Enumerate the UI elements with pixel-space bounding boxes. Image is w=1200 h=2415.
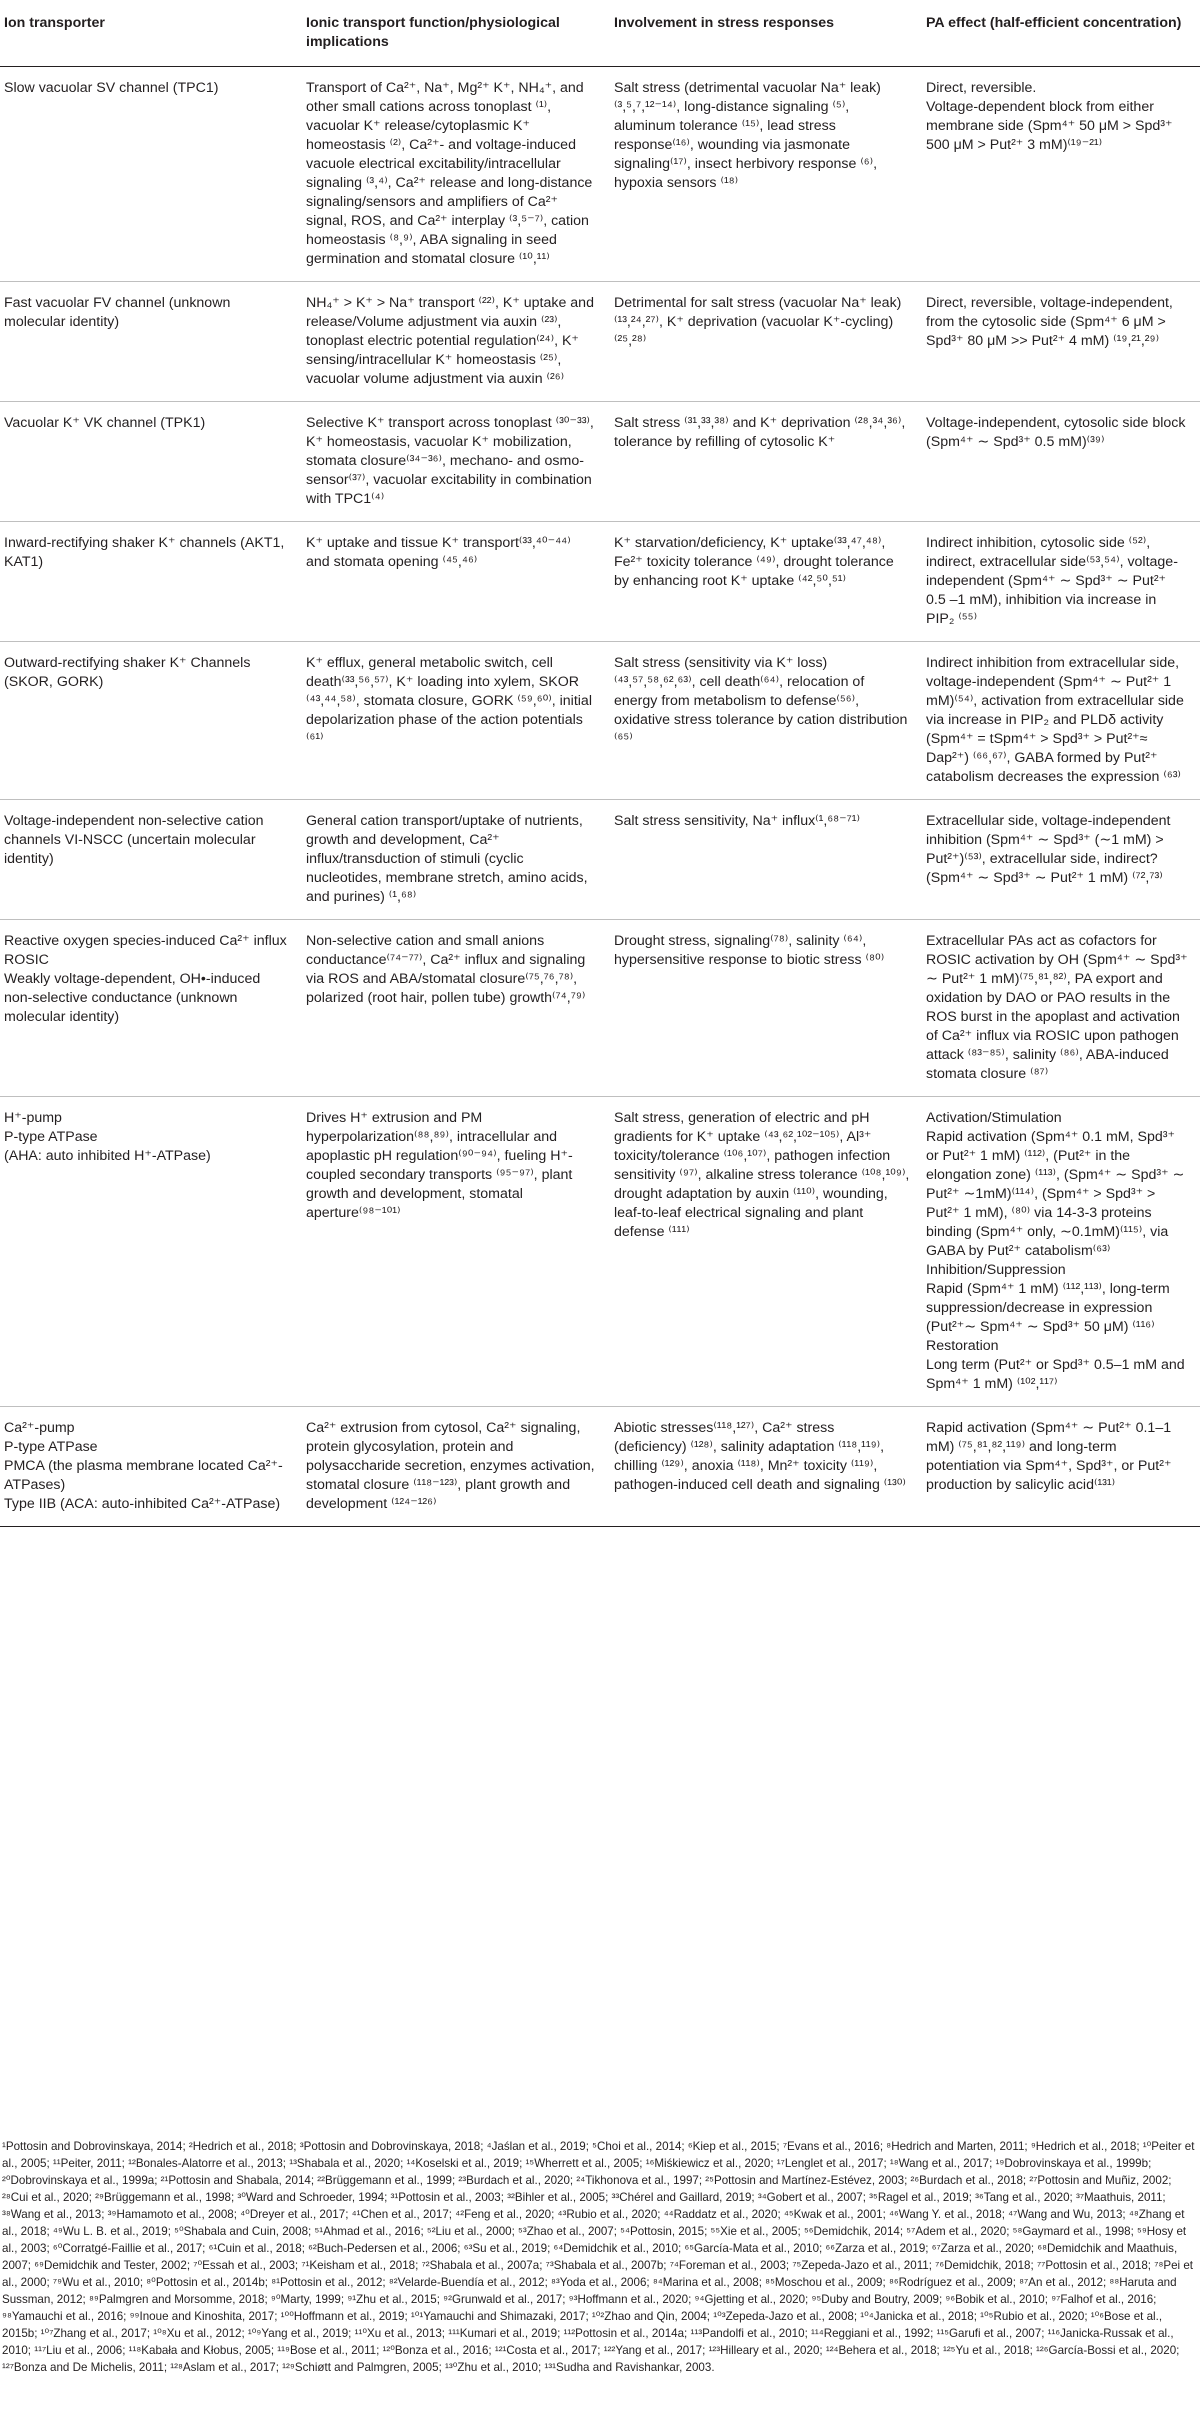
cell-text: Direct, reversible, voltage-independent, from the cytosolic side (Spm⁴⁺ 6 μM > Spd³⁺ 80 μM >> Put²⁺ 4 mM) ⁽¹⁹,²¹,²⁹⁾ [926, 295, 1177, 349]
cell-text: Abiotic stresses⁽¹¹⁸,¹²⁷⁾, Ca²⁺ stress (deficiency) ⁽¹²⁸⁾, salinity adaptation ⁽¹¹⁸,¹¹⁹⁾, chilling ⁽¹²⁹⁾, anoxia ⁽¹¹⁸⁾, Mn²⁺ toxicity ⁽¹¹⁹⁾, pathogen-induced cell death and signaling ⁽¹³⁰⁾ [614, 1420, 906, 1493]
cell-text: Selective K⁺ transport across tonoplast ⁽³⁰⁻³³⁾, K⁺ homeostasis, vacuolar K⁺ mobilization, stomata closure⁽³⁴⁻³⁶⁾, mechano- and osmo-sensor⁽³⁷⁾, vacuolar excitability in combination with TPC1⁽⁴⁾ [306, 415, 598, 507]
cell-text: Vacuolar K⁺ VK channel (TPK1) [4, 415, 206, 431]
table-cell-transporter [0, 920, 302, 1097]
cell-text: Fast vacuolar FV channel (unknown molecular identity) [4, 295, 235, 330]
table-row [0, 282, 1200, 402]
table-row [0, 800, 1200, 920]
table-cell-stress [610, 800, 922, 920]
table-cell-stress [610, 282, 922, 402]
table-cell-function [302, 920, 610, 1097]
table-cell-transporter [0, 1407, 302, 1527]
table-cell-function [302, 282, 610, 402]
table-cell-stress [610, 1097, 922, 1407]
cell-text: K⁺ uptake and tissue K⁺ transport⁽³³,⁴⁰⁻⁴⁴⁾ and stomata opening ⁽⁴⁵,⁴⁶⁾ [306, 535, 575, 570]
table-cell-stress [610, 522, 922, 642]
table-cell-pa-effect [922, 1407, 1200, 1527]
table-header-row [0, 0, 1200, 67]
table-row [0, 642, 1200, 800]
table-row [0, 522, 1200, 642]
cell-text: Salt stress (sensitivity via K⁺ loss) ⁽⁴³,⁵⁷,⁵⁸,⁶²,⁶³⁾, cell death⁽⁶⁴⁾, relocation of energy from metabolism to defense⁽⁵⁶⁾, oxidative stress tolerance by cation distribution ⁽⁶⁵⁾ [614, 655, 912, 747]
table-cell-pa-effect [922, 402, 1200, 522]
table-cell-stress [610, 642, 922, 800]
cell-text: H⁺-pump P-type ATPase (AHA: auto inhibited H⁺-ATPase) [4, 1110, 211, 1164]
table-cell-function [302, 1407, 610, 1527]
header-function: Ionic transport function/physiological implications [302, 0, 610, 67]
references-footnote: ¹Pottosin and Dobrovinskaya, 2014; ²Hedrich et al., 2018; ³Pottosin and Dobrovinskaya, 2018; ⁴Jaślan et al., 2019; ⁵Choi et al., 2014; ⁶Kiep et al., 2015; ⁷Evans et al., 2016; ⁸Hedrich and Marten, 2011; ⁹Hedrich et al., 2018; ¹⁰Peiter et al., 2005; ¹¹Peiter, 2011; ¹²Bonales-Alatorre et al., 2013; ¹³Shabala et al., 2020; ¹⁴Koselski et al., 2019; ¹⁵Wherrett et al., 2005; ¹⁶Miśkiewicz et al., 2020; ¹⁷Lenglet et al., 2017; ¹⁸Wang et al., 2017; ¹⁹Dobrovinskaya et al., 1999b; ²⁰Dobrovinskaya et al., 1999a; ²¹Pottosin and Shabala, 2014; ²²Brüggemann et al., 1999; ²³Burdach et al., 2020; ²⁴Tikhonova et al., 1997; ²⁵Pottosin and Martínez-Estévez, 2003; ²⁶Burdach et al., 2018; ²⁷Pottosin and Muñiz, 2002; ²⁸Cui et al., 2020; ²⁹Brüggemann et al., 1998; ³⁰Ward and Schroeder, 1994; ³¹Pottosin et al., 2003; ³²Bihler et al., 2005; ³³Chérel and Gaillard, 2019; ³⁴Gobert et al., 2007; ³⁵Ragel et al., 2019; ³⁶Tang et al., 2020; ³⁷Maathuis, 2011; ³⁸Wang et al., 2013; ³⁹Hamamoto et al., 2008; ⁴⁰Dreyer et al., 2017; ⁴¹Chen et al., 2017; ⁴²Feng et al., 2020; ⁴³Rubio et al., 2020; ⁴⁴Raddatz et al., 2020; ⁴⁵Kwak et al., 2001; ⁴⁶Wang Y. et al., 2018; ⁴⁷Wang and Wu, 2013; ⁴⁸Zhang et al., 2018; ⁴⁹Wu L. B. et al., 2019; ⁵⁰Shabala and Cuin, 2008; ⁵¹Ahmad et al., 2016; ⁵²Liu et al., 2000; ⁵³Zhao et al., 2007; ⁵⁴Pottosin, 2015; ⁵⁵Xie et al., 2005; ⁵⁶Demidchik, 2014; ⁵⁷Adem et al., 2020; ⁵⁸Gaymard et al., 1998; ⁵⁹Hosy et al., 2003; ⁶⁰Corratgé-Faillie et al., 2017; ⁶¹Cuin et al., 2018; ⁶²Buch-Pedersen et al., 2006; ⁶³Su et al., 2019; ⁶⁴Demidchik et al., 2010; ⁶⁵García-Mata et al., 2010; ⁶⁶Zarza et al., 2019; ⁶⁷Zarza et al., 2020; ⁶⁸Demidchik and Maathuis, 2007; ⁶⁹Demidchik and Tester, 2002; ⁷⁰Essah et al., 2003; ⁷¹Keisham et al., 2018; ⁷²Shabala et al., 2007a; ⁷³Shabala et al., 2007b; ⁷⁴Foreman et al., 2003; ⁷⁵Zepeda-Jazo et al., 2011; ⁷⁶Demidchik, 2018; ⁷⁷Pottosin et al., 2018; ⁷⁸Pei et al., 2000; ⁷⁹Wu et al., 2010; ⁸⁰Pottosin et al., 2014b; ⁸¹Pottosin et al., 2012; ⁸²Velarde-Buendía et al., 2012; ⁸³Yoda et al., 2006; ⁸⁴Marina et al., 2008; ⁸⁵Moschou et al., 2009; ⁸⁶Rodríguez et al., 2009; ⁸⁷An et al., 2012; ⁸⁸Haruta and Sussman, 2012; ⁸⁹Palmgren and Morsomme, 2018; ⁹⁰Marty, 1999; ⁹¹Zhu et al., 2015; ⁹²Grunwald et al., 2017; ⁹³Hoffmann et al., 2020; ⁹⁴Gjetting et al., 2020; ⁹⁵Duby and Boutry, 2009; ⁹⁶Bobik et al., 2010; ⁹⁷Falhof et al., 2016; ⁹⁸Yamauchi et al., 2016; ⁹⁹Inoue and Kinoshita, 2017; ¹⁰⁰Hoffmann et al., 2019; ¹⁰¹Yamauchi and Shimazaki, 2017; ¹⁰²Zhao and Qin, 2004; ¹⁰³Zepeda-Jazo et al., 2008; ¹⁰⁴Janicka et al., 2018; ¹⁰⁵Rubio et al., 2020; ¹⁰⁶Bose et al., 2015b; ¹⁰⁷Zhang et al., 2017; ¹⁰⁸Xu et al., 2012; ¹⁰⁹Yang et al., 2019; ¹¹⁰Xu et al., 2013; ¹¹¹Kumari et al., 2019; ¹¹²Pottosin et al., 2014a; ¹¹³Pandolfi et al., 2010; ¹¹⁴Reggiani et al., 1992; ¹¹⁵Garufi et al., 2007; ¹¹⁶Janicka-Russak et al., 2010; ¹¹⁷Liu et al., 2006; ¹¹⁸Kabała and Kłobus, 2005; ¹¹⁹Bose et al., 2011; ¹²⁰Bonza et al., 2016; ¹²¹Costa et al., 2017; ¹²²Yang et al., 2017; ¹²³Hilleary et al., 2020; ¹²⁴Behera et al., 2018; ¹²⁵Yu et al., 2018; ¹²⁶García-Bossi et al., 2020; ¹²⁷Bonza and De Michelis, 2011; ¹²⁸Aslam et al., 2017; ¹²⁹Schiøtt and Palmgren, 2005; ¹³⁰Zhu et al., 2010; ¹³¹Sudha and Ravishankar, 2003. [2, 2140, 1195, 2374]
cell-text: Transport of Ca²⁺, Na⁺, Mg²⁺ K⁺, NH₄⁺, and other small cations across tonoplast ⁽¹⁾, vacuolar K⁺ release/cytoplasmic K⁺ homeostasis ⁽²⁾, Ca²⁺- and voltage-induced vacuole electrical excitability/intracellular signaling ⁽³,⁴⁾, Ca²⁺ release and long-distance signaling/sensors and amplifiers of Ca²⁺ signal, ROS, and Ca²⁺ interplay ⁽³,⁵⁻⁷⁾, cation homeostasis ⁽⁸,⁹⁾, ABA signaling in seed germination and stomatal closure ⁽¹⁰,¹¹⁾ [306, 80, 597, 267]
table-row [0, 1407, 1200, 1527]
table-cell-pa-effect [922, 920, 1200, 1097]
cell-text: Extracellular side, voltage-independent inhibition (Spm⁴⁺ ∼ Spd³⁺ (∼1 mM) > Put²⁺)⁽⁵³⁾, extracellular side, indirect? (Spm⁴⁺ ∼ Spd³⁺ ∼ Put²⁺ 1 mM) ⁽⁷²,⁷³⁾ [926, 813, 1175, 886]
table-cell-function [302, 522, 610, 642]
cell-text: Voltage-independent non-selective cation channels VI-NSCC (uncertain molecular identity) [4, 813, 268, 867]
header-ion-transporter: Ion transporter [0, 0, 302, 67]
cell-text: Slow vacuolar SV channel (TPC1) [4, 80, 219, 96]
table-cell-function [302, 67, 610, 282]
cell-text: K⁺ efflux, general metabolic switch, cell death⁽³³,⁵⁶,⁵⁷⁾, K⁺ loading into xylem, SKOR ⁽⁴³,⁴⁴,⁵⁸⁾, stomata closure, GORK ⁽⁵⁹,⁶⁰⁾, initial depolarization phase of the action potentials ⁽⁶¹⁾ [306, 655, 596, 747]
cell-text: Indirect inhibition from extracellular side, voltage-independent (Spm⁴⁺ ∼ Put²⁺ 1 mM)⁽⁵⁴⁾, activation from extracellular side via increase in PIP₂ and PLDδ activity (Spm⁴⁺ = tSpm⁴⁺ > Spd³⁺ > Put²⁺≈ Dap²⁺) ⁽⁶⁶,⁶⁷⁾, GABA formed by Put²⁺ catabolism decreases the expression ⁽⁶³⁾ [926, 655, 1188, 785]
cell-text: Inward-rectifying shaker K⁺ channels (AKT1, KAT1) [4, 535, 289, 570]
cell-text: Detrimental for salt stress (vacuolar Na⁺ leak) ⁽¹³,²⁴,²⁷⁾, K⁺ deprivation (vacuolar K⁺-cycling) ⁽²⁵,²⁸⁾ [614, 295, 906, 349]
table-row [0, 920, 1200, 1097]
table-cell-pa-effect [922, 522, 1200, 642]
table-cell-pa-effect [922, 67, 1200, 282]
cell-text: Salt stress (detrimental vacuolar Na⁺ leak) ⁽³,⁵,⁷,¹²⁻¹⁴⁾, long-distance signaling ⁽⁵⁾, aluminum tolerance ⁽¹⁵⁾, lead stress response⁽¹⁶⁾, wounding via jasmonate signaling⁽¹⁷⁾, insect herbivory response ⁽⁶⁾, hypoxia sensors ⁽¹⁸⁾ [614, 80, 885, 191]
table-cell-stress [610, 67, 922, 282]
header-stress: Involvement in stress responses [610, 0, 922, 67]
cell-text: Non-selective cation and small anions conductance⁽⁷⁴⁻⁷⁷⁾, Ca²⁺ influx and signaling via ROS and ABA/stomatal closure⁽⁷⁵,⁷⁶,⁷⁸⁾, polarized (root hair, pollen tube) growth⁽⁷⁴,⁷⁹⁾ [306, 933, 590, 1006]
cell-text: Reactive oxygen species-induced Ca²⁺ influx ROSIC Weakly voltage-dependent, OH•-induced non-selective conductance (unknown molecular identity) [4, 933, 287, 1025]
cell-text: Direct, reversible. Voltage-dependent block from either membrane side (Spm⁴⁺ 50 μM > Spd³⁺ 500 μM > Put²⁺ 3 mM)⁽¹⁹⁻²¹⁾ [926, 80, 1173, 153]
cell-text: Outward-rectifying shaker K⁺ Channels (SKOR, GORK) [4, 655, 255, 690]
cell-text: Extracellular PAs act as cofactors for ROSIC activation by OH (Spm⁴⁺ ∼ Spd³⁺ ∼ Put²⁺ 1 mM)⁽⁷⁵,⁸¹,⁸²⁾, PA export and oxidation by DAO or PAO results in the ROS burst in the apoplast and activation of Ca²⁺ influx via ROSIC upon pathogen attack ⁽⁸³⁻⁸⁵⁾, salinity ⁽⁸⁶⁾, ABA-induced stomata closure ⁽⁸⁷⁾ [926, 933, 1192, 1082]
cell-text: Ca²⁺ extrusion from cytosol, Ca²⁺ signaling, protein glycosylation, protein and polysaccharide secretion, enzymes activation, stomatal closure ⁽¹¹⁸⁻¹²³⁾, plant growth and development ⁽¹²⁴⁻¹²⁶⁾ [306, 1420, 599, 1512]
table-cell-stress [610, 920, 922, 1097]
table-cell-transporter [0, 402, 302, 522]
table-cell-transporter [0, 67, 302, 282]
table-cell-pa-effect [922, 1097, 1200, 1407]
cell-text: Drives H⁺ extrusion and PM hyperpolarization⁽⁸⁸,⁸⁹⁾, intracellular and apoplastic pH regulation⁽⁹⁰⁻⁹⁴⁾, fueling H⁺-coupled secondary transports ⁽⁹⁵⁻⁹⁷⁾, plant growth and development, stomatal aperture⁽⁹⁸⁻¹⁰¹⁾ [306, 1110, 577, 1221]
table-cell-transporter [0, 800, 302, 920]
cell-text: Voltage-independent, cytosolic side block (Spm⁴⁺ ∼ Spd³⁺ 0.5 mM)⁽³⁹⁾ [926, 415, 1190, 450]
cell-text: Indirect inhibition, cytosolic side ⁽⁵²⁾, indirect, extracellular side⁽⁵³,⁵⁴⁾, voltage-independent (Spm⁴⁺ ∼ Spd³⁺ ∼ Put²⁺ 0.5 –1 mM), inhibition via increase in PIP₂ ⁽⁵⁵⁾ [926, 535, 1178, 627]
cell-text: NH₄⁺ > K⁺ > Na⁺ transport ⁽²²⁾, K⁺ uptake and release/Volume adjustment via auxin ⁽²³⁾, tonoplast electric potential regulation⁽²⁴⁾, K⁺ sensing/intracellular K⁺ homeostasis ⁽²⁵⁾, vacuolar volume adjustment via auxin ⁽²⁶⁾ [306, 295, 598, 387]
cell-text: Rapid activation (Spm⁴⁺ ∼ Put²⁺ 0.1–1 mM) ⁽⁷⁵,⁸¹,⁸²,¹¹⁹⁾ and long-term potentiation via Spm⁴⁺, Spd³⁺, or Put²⁺ production by salicylic acid⁽¹³¹⁾ [926, 1420, 1176, 1493]
table-cell-stress [610, 402, 922, 522]
cell-text: Drought stress, signaling⁽⁷⁸⁾, salinity ⁽⁶⁴⁾, hypersensitive response to biotic stress ⁽⁸⁰⁾ [614, 933, 885, 968]
cell-text: K⁺ starvation/deficiency, K⁺ uptake⁽³³,⁴⁷,⁴⁸⁾, Fe²⁺ toxicity tolerance ⁽⁴⁹⁾, drought tolerance by enhancing root K⁺ uptake ⁽⁴²,⁵⁰,⁵¹⁾ [614, 535, 898, 589]
table-cell-pa-effect [922, 642, 1200, 800]
table-cell-transporter [0, 1097, 302, 1407]
cell-text: Ca²⁺-pump P-type ATPase PMCA (the plasma membrane located Ca²⁺-ATPases) Type IIB (ACA: auto-inhibited Ca²⁺-ATPase) [4, 1420, 283, 1512]
table-cell-function [302, 402, 610, 522]
table-cell-function [302, 800, 610, 920]
table-row [0, 402, 1200, 522]
table-cell-pa-effect [922, 800, 1200, 920]
table-row [0, 1097, 1200, 1407]
table-cell-function [302, 1097, 610, 1407]
cell-text: General cation transport/uptake of nutrients, growth and development, Ca²⁺ influx/transduction of stimuli (cyclic nucleotides, membrane stretch, amino acids, and purines) ⁽¹,⁶⁸⁾ [306, 813, 592, 905]
table-cell-transporter [0, 522, 302, 642]
table-cell-transporter [0, 282, 302, 402]
cell-text: Activation/Stimulation Rapid activation (Spm⁴⁺ 0.1 mM, Spd³⁺ or Put²⁺ 1 mM) ⁽¹¹²⁾, (Put²⁺ in the elongation zone) ⁽¹¹³⁾, (Spm⁴⁺ ∼ Spd³⁺ ∼ Put²⁺ ∼1mM)⁽¹¹⁴⁾, (Spm⁴⁺ > Spd³⁺ > Put²⁺ 1 mM), ⁽⁸⁰⁾ via 14-3-3 proteins binding (Spm⁴⁺ only, ∼0.1mM)⁽¹¹⁵⁾, via GABA by Put²⁺ catabolism⁽⁶³⁾ Inhibition/Suppression Rapid (Spm⁴⁺ 1 mM) ⁽¹¹²,¹¹³⁾, long-term suppression/decrease in expression (Put²⁺∼ Spm⁴⁺ ∼ Spd³⁺ 50 μM) ⁽¹¹⁶⁾ Restoration Long term (Put²⁺ or Spd³⁺ 0.5–1 mM and Spm⁴⁺ 1 mM) ⁽¹⁰²,¹¹⁷⁾ [926, 1110, 1185, 1392]
cell-text: Salt stress, generation of electric and pH gradients for K⁺ uptake ⁽⁴³,⁶²,¹⁰²⁻¹⁰⁵⁾, Al³⁺ toxicity/tolerance ⁽¹⁰⁶,¹⁰⁷⁾, pathogen infection sensitivity ⁽⁹⁷⁾, alkaline stress tolerance ⁽¹⁰⁸,¹⁰⁹⁾, drought adaptation by auxin ⁽¹¹⁰⁾, wounding, leaf-to-leaf electrical signaling and plant defense ⁽¹¹¹⁾ [614, 1110, 914, 1240]
table-cell-stress [610, 1407, 922, 1527]
table-cell-pa-effect [922, 282, 1200, 402]
table-cell-transporter [0, 642, 302, 800]
cell-text: Salt stress ⁽³¹,³³,³⁸⁾ and K⁺ deprivation ⁽²⁸,³⁴,³⁶⁾, tolerance by refilling of cytosolic K⁺ [614, 415, 910, 450]
cell-text: Salt stress sensitivity, Na⁺ influx⁽¹,⁶⁸⁻⁷¹⁾ [614, 813, 860, 829]
header-pa-effect: PA effect (half-efficient concentration) [922, 0, 1200, 67]
table-row [0, 67, 1200, 282]
table-cell-function [302, 642, 610, 800]
